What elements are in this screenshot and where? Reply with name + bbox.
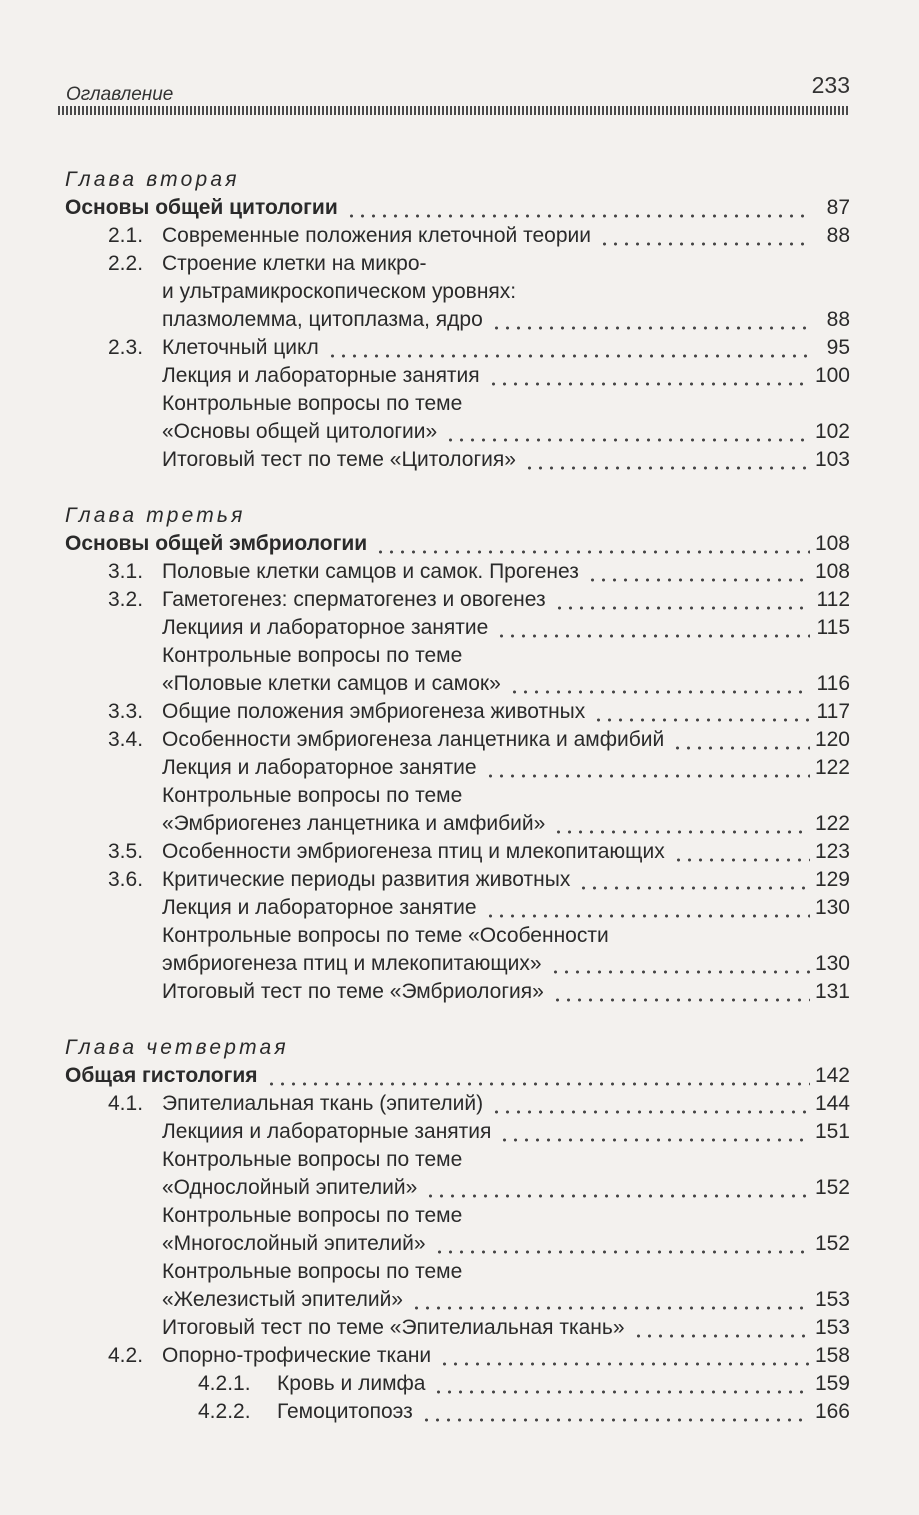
entry-text: Критические периоды развития животных bbox=[162, 868, 571, 891]
leader-dots bbox=[433, 1390, 810, 1394]
toc-entry-line[interactable] bbox=[65, 894, 850, 922]
leader-dots bbox=[587, 578, 810, 582]
toc-entry-line bbox=[65, 390, 850, 418]
toc-entry-line[interactable] bbox=[65, 1090, 850, 1118]
entry-text: Гаметогенез: сперматогенез и овогенез bbox=[162, 588, 546, 611]
entry-text: Лекция и лабораторные занятия bbox=[162, 364, 480, 387]
entry-text: «Однослойный эпителий» bbox=[162, 1176, 418, 1199]
entry-text: Контрольные вопросы по теме «Особенности bbox=[162, 924, 609, 947]
page-ref: 108 bbox=[814, 560, 850, 583]
chapter-title-line[interactable] bbox=[65, 194, 850, 222]
section-number: 2.3. bbox=[108, 336, 144, 359]
leader-dots bbox=[485, 914, 810, 918]
toc-entry-line[interactable] bbox=[65, 950, 850, 978]
toc-entry-line bbox=[65, 278, 850, 306]
entry-text: Итоговый тест по теме «Эмбриология» bbox=[162, 980, 544, 1003]
leader-dots bbox=[439, 1362, 810, 1366]
toc-entry-line bbox=[65, 922, 850, 950]
toc-entry-line bbox=[65, 1146, 850, 1174]
toc-entry-line[interactable] bbox=[65, 306, 850, 334]
page-ref: 115 bbox=[816, 616, 850, 639]
page-ref: 130 bbox=[814, 952, 850, 975]
entry-text: Контрольные вопросы по теме bbox=[162, 1148, 463, 1171]
entry-text: Кровь и лимфа bbox=[277, 1372, 426, 1395]
entry-text: «Основы общей цитологии» bbox=[162, 420, 438, 443]
toc-entry-line[interactable] bbox=[65, 838, 850, 866]
leader-dots bbox=[445, 438, 810, 442]
page-ref: 130 bbox=[814, 896, 850, 919]
toc-entry-line[interactable] bbox=[65, 1398, 850, 1426]
entry-text: Контрольные вопросы по теме bbox=[162, 644, 463, 667]
chapter-title: Основы общей цитологии bbox=[65, 196, 338, 219]
leader-dots bbox=[266, 1082, 811, 1086]
entry-text: Лекция и лабораторное занятие bbox=[162, 896, 477, 919]
section-number: 3.3. bbox=[108, 700, 144, 723]
toc-entry-line[interactable] bbox=[65, 670, 850, 698]
page-ref: 142 bbox=[814, 1064, 850, 1087]
toc-entry-line[interactable] bbox=[65, 334, 850, 362]
leader-dots bbox=[593, 718, 810, 722]
entry-text: Контрольные вопросы по теме bbox=[162, 1260, 463, 1283]
toc-entry-line[interactable] bbox=[65, 558, 850, 586]
leader-dots bbox=[496, 634, 810, 638]
section-number: 4.2.2. bbox=[198, 1400, 251, 1423]
leader-dots bbox=[578, 886, 810, 890]
entry-text: Опорно-трофические ткани bbox=[162, 1344, 432, 1367]
chapter-heading: Глава четвертая bbox=[65, 1036, 289, 1059]
leader-dots bbox=[434, 1250, 810, 1254]
table-of-contents bbox=[65, 166, 850, 1426]
leader-dots bbox=[425, 1194, 810, 1198]
section-number: 4.2.1. bbox=[198, 1372, 251, 1395]
toc-entry-line[interactable] bbox=[65, 866, 850, 894]
leader-dots bbox=[421, 1418, 810, 1422]
toc-entry-line bbox=[65, 250, 850, 278]
leader-dots bbox=[673, 858, 810, 862]
entry-text: Лекция и лабораторное занятие bbox=[162, 756, 477, 779]
toc-entry-line bbox=[65, 782, 850, 810]
page-ref: 152 bbox=[814, 1232, 850, 1255]
toc-entry-line[interactable] bbox=[65, 586, 850, 614]
entry-text: Контрольные вопросы по теме bbox=[162, 1204, 463, 1227]
toc-entry-line[interactable] bbox=[65, 362, 850, 390]
chapter-title-line[interactable] bbox=[65, 1062, 850, 1090]
leader-dots bbox=[499, 1138, 810, 1142]
page-number: 233 bbox=[811, 72, 850, 98]
page-ref: 88 bbox=[826, 224, 850, 247]
toc-entry-line[interactable] bbox=[65, 418, 850, 446]
toc-entry-line[interactable] bbox=[65, 810, 850, 838]
page-ref: 108 bbox=[814, 532, 850, 555]
entry-text: Контрольные вопросы по теме bbox=[162, 784, 463, 807]
section-number: 3.5. bbox=[108, 840, 144, 863]
entry-text: Лекциия и лабораторные занятия bbox=[162, 1120, 492, 1143]
page-ref: 129 bbox=[814, 868, 850, 891]
entry-text: «Многослойный эпителий» bbox=[162, 1232, 426, 1255]
page-ref: 153 bbox=[814, 1288, 850, 1311]
section-number: 4.2. bbox=[108, 1344, 144, 1367]
chapter-section bbox=[65, 1006, 850, 1426]
entry-text: «Железистый эпителий» bbox=[162, 1288, 403, 1311]
leader-dots bbox=[411, 1306, 810, 1310]
page-ref: 120 bbox=[814, 728, 850, 751]
page-ref: 122 bbox=[814, 812, 850, 835]
entry-text: «Половые клетки самцов и самок» bbox=[162, 672, 501, 695]
page-ref: 153 bbox=[814, 1316, 850, 1339]
toc-entry-line[interactable] bbox=[65, 614, 850, 642]
page-ref: 87 bbox=[826, 196, 850, 219]
toc-entry-line[interactable] bbox=[65, 1230, 850, 1258]
page-ref: 116 bbox=[816, 672, 850, 695]
leader-dots bbox=[672, 746, 810, 750]
toc-entry-line[interactable] bbox=[65, 726, 850, 754]
toc-entry-line[interactable] bbox=[65, 754, 850, 782]
header-rule bbox=[58, 106, 848, 115]
entry-text: и ультрамикроскопическом уровнях: bbox=[162, 280, 517, 303]
entry-text: эмбриогенеза птиц и млекопитающих» bbox=[162, 952, 542, 975]
section-number: 3.4. bbox=[108, 728, 144, 751]
page-ref: 103 bbox=[814, 448, 850, 471]
leader-dots bbox=[552, 998, 810, 1002]
page-ref: 100 bbox=[814, 364, 850, 387]
section-number: 4.1. bbox=[108, 1092, 144, 1115]
toc-entry-line bbox=[65, 642, 850, 670]
leader-dots bbox=[553, 830, 810, 834]
toc-entry-line[interactable] bbox=[65, 1342, 850, 1370]
entry-text: Гемоцитопоэз bbox=[277, 1400, 413, 1423]
leader-dots bbox=[599, 242, 810, 246]
chapter-heading: Глава вторая bbox=[65, 168, 240, 191]
toc-entry-line[interactable] bbox=[65, 446, 850, 474]
section-number: 3.6. bbox=[108, 868, 144, 891]
page-ref: 152 bbox=[814, 1176, 850, 1199]
leader-dots bbox=[633, 1334, 810, 1338]
leader-dots bbox=[375, 550, 810, 554]
toc-entry-line[interactable] bbox=[65, 698, 850, 726]
page-ref: 102 bbox=[814, 420, 850, 443]
entry-text: Половые клетки самцов и самок. Прогенез bbox=[162, 560, 579, 583]
leader-dots bbox=[346, 214, 810, 218]
entry-text: Итоговый тест по теме «Цитология» bbox=[162, 448, 516, 471]
entry-text: «Эмбриогенез ланцетника и амфибий» bbox=[162, 812, 546, 835]
page-ref: 123 bbox=[814, 840, 850, 863]
page-ref: 159 bbox=[814, 1372, 850, 1395]
page-ref: 151 bbox=[814, 1120, 850, 1143]
entry-text: Клеточный цикл bbox=[162, 336, 319, 359]
toc-entry-line bbox=[65, 1258, 850, 1286]
page-ref: 166 bbox=[814, 1400, 850, 1423]
leader-dots bbox=[509, 690, 810, 694]
entry-text: Контрольные вопросы по теме bbox=[162, 392, 463, 415]
chapter-section bbox=[65, 166, 850, 474]
chapter-title: Основы общей эмбриологии bbox=[65, 532, 368, 555]
toc-entry-line[interactable] bbox=[65, 978, 850, 1006]
chapter-section bbox=[65, 474, 850, 1006]
entry-text: Особенности эмбриогенеза птиц и млекопитающих bbox=[162, 840, 665, 863]
toc-entry-line[interactable] bbox=[65, 1314, 850, 1342]
page-ref: 95 bbox=[826, 336, 850, 359]
leader-dots bbox=[488, 382, 810, 386]
entry-text: плазмолемма, цитоплазма, ядро bbox=[162, 308, 483, 331]
section-number: 2.2. bbox=[108, 252, 144, 275]
page-ref: 158 bbox=[814, 1344, 850, 1367]
toc-entry-line bbox=[65, 1202, 850, 1230]
entry-text: Современные положения клеточной теории bbox=[162, 224, 591, 247]
leader-dots bbox=[491, 1110, 810, 1114]
leader-dots bbox=[327, 354, 810, 358]
toc-entry-line[interactable] bbox=[65, 1370, 850, 1398]
chapter-title: Общая гистология bbox=[65, 1064, 258, 1087]
entry-text: Лекциия и лабораторное занятие bbox=[162, 616, 489, 639]
entry-text: Строение клетки на микро- bbox=[162, 252, 427, 275]
section-number: 2.1. bbox=[108, 224, 144, 247]
leader-dots bbox=[485, 774, 810, 778]
leader-dots bbox=[491, 326, 810, 330]
leader-dots bbox=[554, 606, 810, 610]
chapter-heading: Глава третья bbox=[65, 504, 246, 527]
leader-dots bbox=[524, 466, 810, 470]
leader-dots bbox=[550, 970, 810, 974]
toc-entry-line[interactable] bbox=[65, 1174, 850, 1202]
entry-text: Итоговый тест по теме «Эпителиальная ткань» bbox=[162, 1316, 625, 1339]
page-ref: 144 bbox=[814, 1092, 850, 1115]
page-ref: 117 bbox=[816, 700, 850, 723]
page-ref: 112 bbox=[816, 588, 850, 611]
running-head-title: Оглавление bbox=[66, 84, 174, 105]
chapter-title-line[interactable] bbox=[65, 530, 850, 558]
toc-entry-line[interactable] bbox=[65, 1286, 850, 1314]
toc-entry-line[interactable] bbox=[65, 1118, 850, 1146]
entry-text: Особенности эмбриогенеза ланцетника и амфибий bbox=[162, 728, 665, 751]
entry-text: Эпителиальная ткань (эпителий) bbox=[162, 1092, 484, 1115]
entry-text: Общие положения эмбриогенеза животных bbox=[162, 700, 586, 723]
section-number: 3.2. bbox=[108, 588, 144, 611]
page-ref: 88 bbox=[826, 308, 850, 331]
running-head bbox=[58, 66, 858, 105]
toc-entry-line[interactable] bbox=[65, 222, 850, 250]
page-ref: 131 bbox=[814, 980, 850, 1003]
spacer bbox=[65, 1006, 850, 1034]
spacer bbox=[65, 474, 850, 502]
section-number: 3.1. bbox=[108, 560, 144, 583]
page-ref: 122 bbox=[814, 756, 850, 779]
